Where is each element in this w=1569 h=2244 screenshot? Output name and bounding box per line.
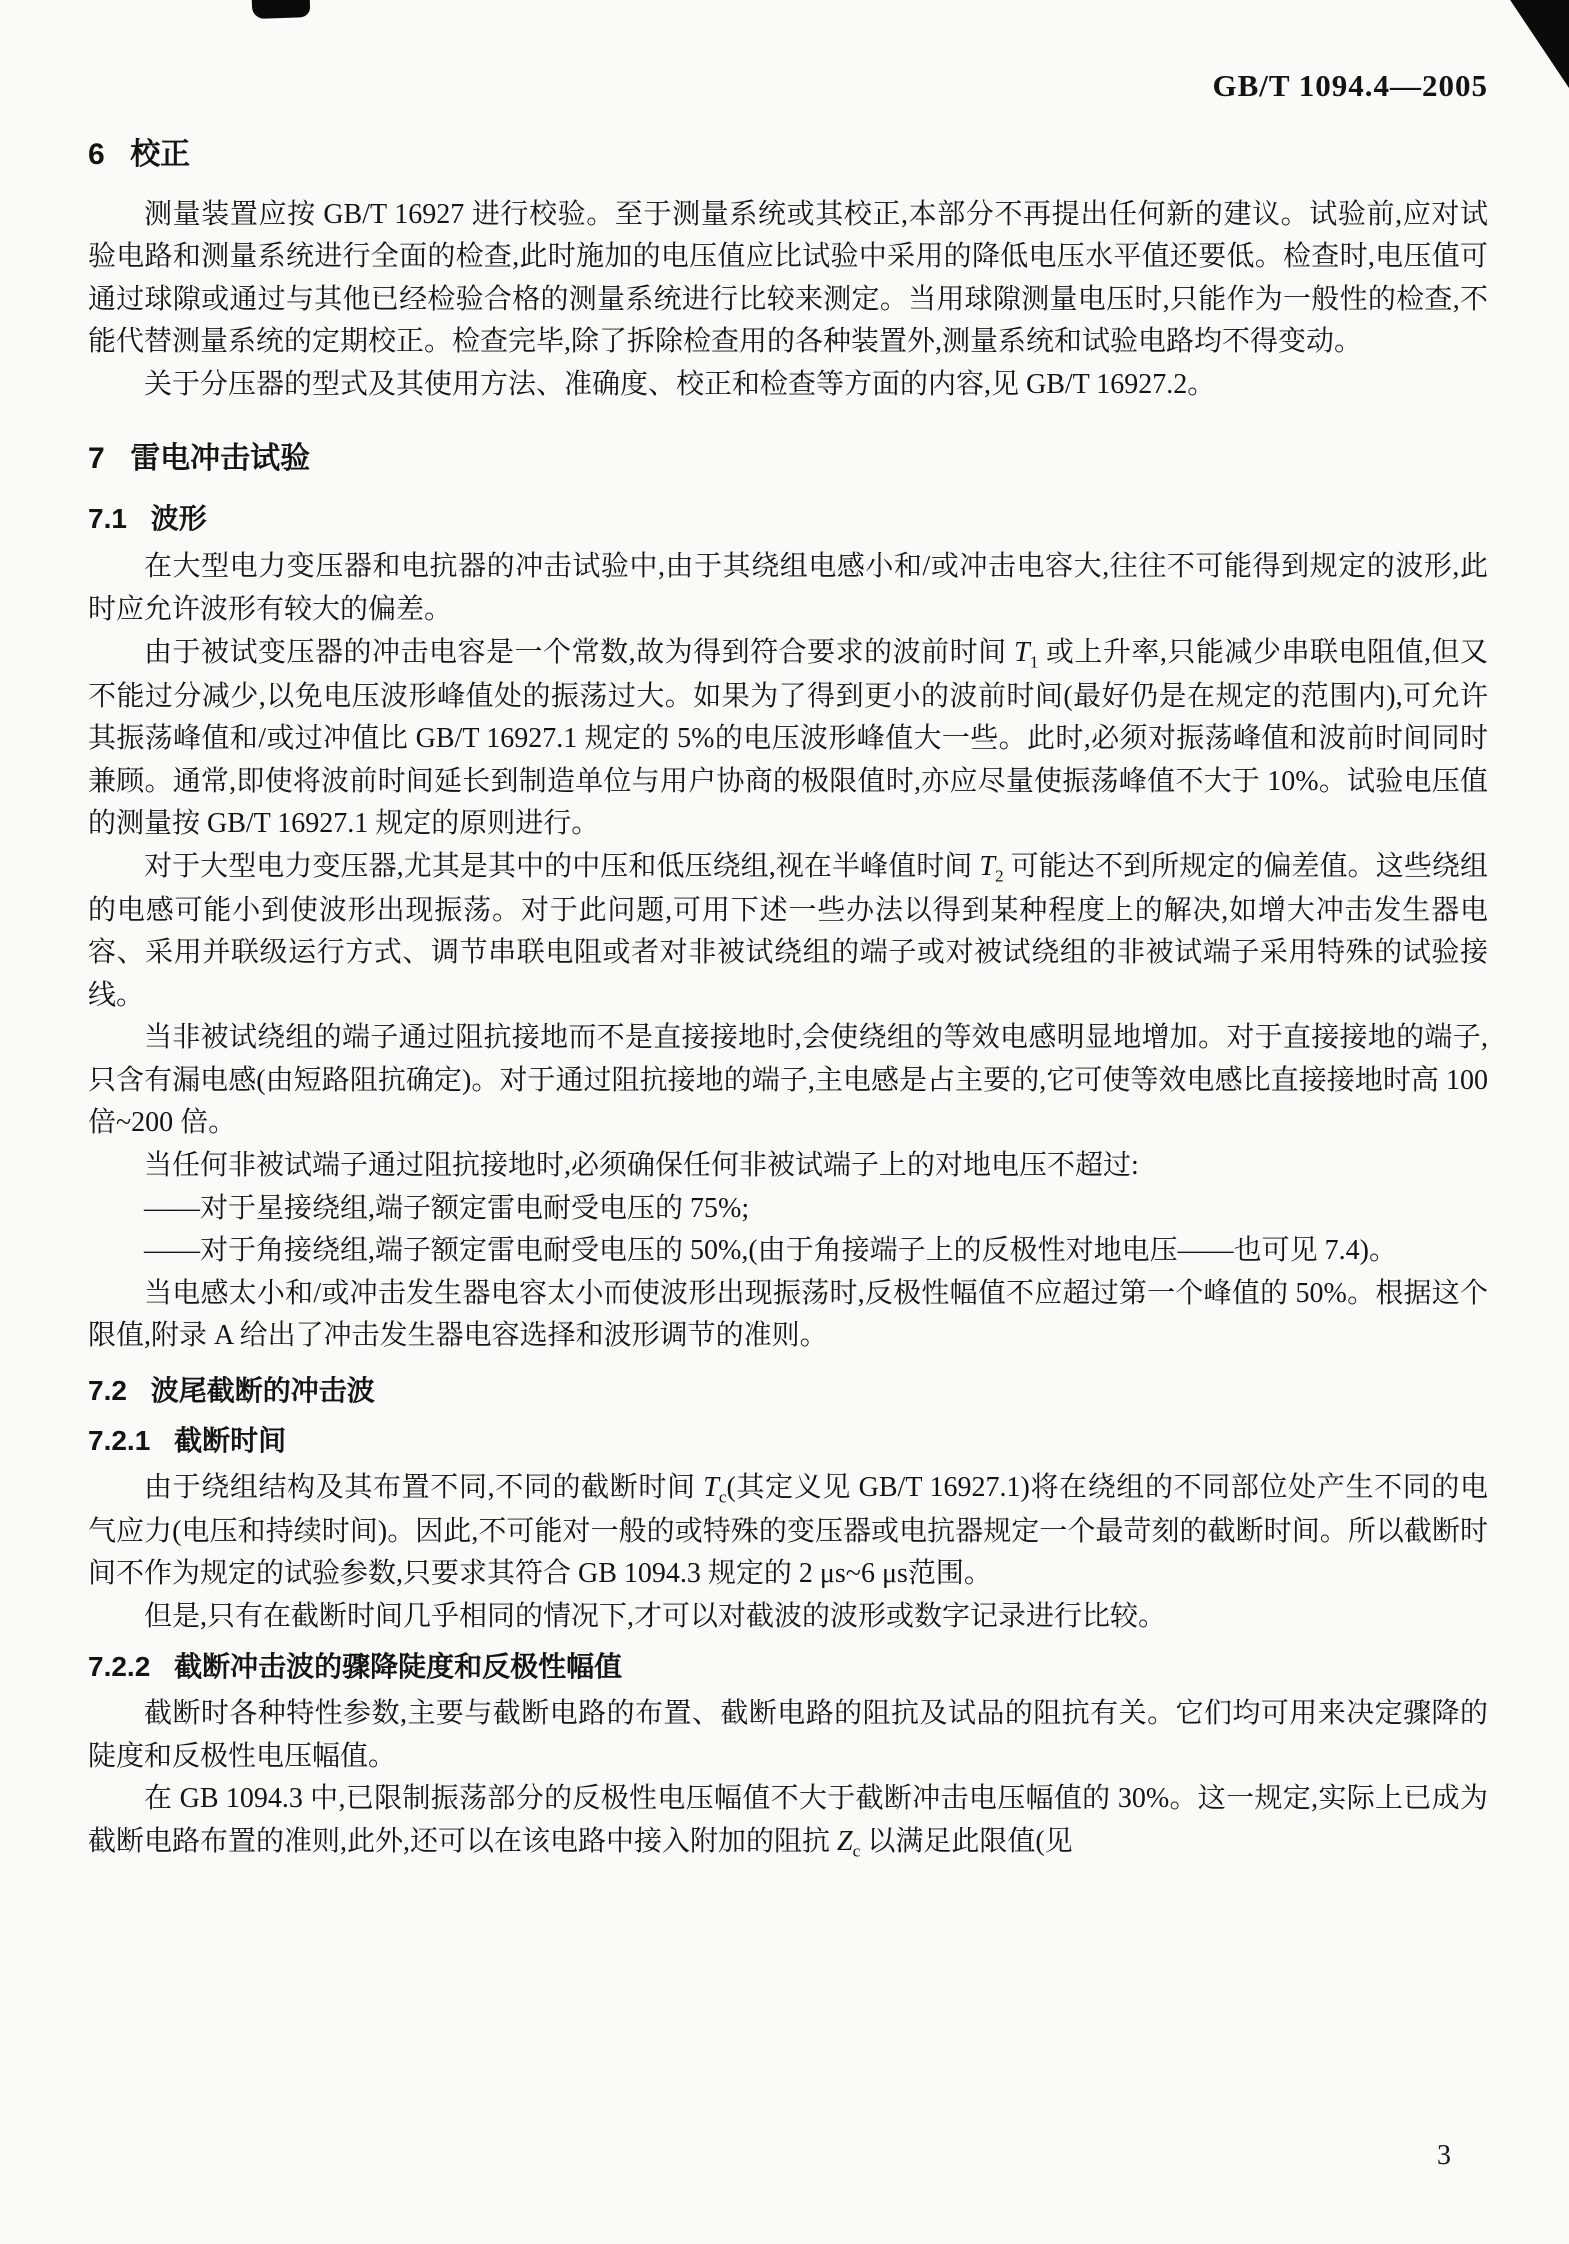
- subsection-heading-7-2-1: [88, 1420, 1488, 1463]
- paragraph: 当电感太小和/或冲击发生器电容太小而使波形出现振荡时,反极性幅值不应超过第一个峰值的 50%。根据这个限值,附录 A 给出了冲击发生器电容选择和波形调节的准则。: [88, 1277, 1488, 1352]
- variable-subscript: c: [718, 1487, 727, 1507]
- section-heading-6: [88, 132, 1488, 178]
- heading-title: 截断冲击波的骤降陡度和反极性幅值: [174, 1651, 623, 1683]
- variable-symbol: T: [979, 850, 995, 882]
- paragraph-text: 由于绕组结构及其布置不同,不同的截断时间: [144, 1471, 704, 1503]
- heading-title: 波尾截断的冲击波: [150, 1374, 375, 1406]
- scan-smudge-top-left: [252, 0, 311, 19]
- paragraph: 当非被试绕组的端子通过阻抗接地而不是直接接地时,会使绕组的等效电感明显地增加。对于直接接地的端子,只含有漏电感(由短路阻抗确定)。对于通过阻抗接地的端子,主电感是占主要的,它可使等效电感比直接接地时高 100 倍~200 倍。: [88, 1022, 1488, 1139]
- paragraph: [88, 846, 1488, 1018]
- dash-list-item: ——对于星接绕组,端子额定雷电耐受电压的 75%;: [144, 1192, 750, 1224]
- variable-subscript: 2: [995, 866, 1004, 886]
- heading-number: 7: [88, 442, 105, 476]
- heading-number: 6: [88, 138, 105, 171]
- standard-number: GB/T 1094.4—2005: [1212, 68, 1488, 103]
- section-heading-7: [88, 436, 1488, 482]
- paragraph-text: (其定义见 GB/T 16927.1)将在绕组的不同部位处产生不同的电气应力(电压和持续时间)。因此,不可能对一般的或特殊的变压器或电抗器规定一个最苛刻的截断时间。所以截断时间不作为规定的试验参数,只要求其符合 GB 1094.3 规定的 2 μs~6 μs范围。: [88, 1471, 1488, 1590]
- heading-title: 校正: [130, 138, 191, 171]
- subsection-heading-7-2: [88, 1370, 1488, 1413]
- heading-number: 7.2: [88, 1374, 127, 1406]
- paragraph-text: 或上升率,只能减少串联电阻值,但又不能过分减少,以免电压波形峰值处的振荡过大。如果为了得到更小的波前时间(最好仍是在规定的范围内),可允许其振荡峰值和/或过冲值比 GB/T 16927.1 规定的 5%的电压波形峰值大一些。此时,必须对振荡峰值和波前时间同时兼顾。通常,即使将波前时间延长到制造单位与用户协商的极限值时,亦应尽量使振荡峰值不大于 10%。试验电压值的测量按 GB/T 16927.1 规定的原则进行。: [88, 636, 1488, 840]
- paragraph: 但是,只有在截断时间几乎相同的情况下,才可以对截波的波形或数字记录进行比较。: [144, 1600, 1167, 1632]
- paragraph: [88, 632, 1488, 846]
- paragraph: [88, 1778, 1488, 1865]
- paragraph-text: 由于被试变压器的冲击电容是一个常数,故为得到符合要求的波前时间: [144, 636, 1015, 668]
- variable-subscript: c: [852, 1841, 861, 1861]
- heading-title: 波形: [150, 502, 207, 534]
- variable-symbol: T: [703, 1471, 719, 1503]
- heading-number: 7.1: [88, 502, 127, 534]
- paragraph: 关于分压器的型式及其使用方法、准确度、校正和检查等方面的内容,见 GB/T 16927.2。: [144, 368, 1216, 400]
- paragraph: 测量装置应按 GB/T 16927 进行校验。至于测量系统或其校正,本部分不再提出任何新的建议。试验前,应对试验电路和测量系统进行全面的检查,此时施加的电压值应比试验中采用的降低电压水平值还要低。检查时,电压值可通过球隙或通过与其他已经检验合格的测量系统进行比较来测定。当用球隙测量电压时,只能作为一般性的检查,不能代替测量系统的定期校正。检查完毕,除了拆除检查用的各种装置外,测量系统和试验电路均不得变动。: [88, 198, 1488, 358]
- heading-number: 7.2.2: [88, 1651, 151, 1683]
- dash-list-item: ——对于角接绕组,端子额定雷电耐受电压的 50%,(由于角接端子上的反极性对地电压——也可见 7.4)。: [144, 1235, 1397, 1267]
- variable-symbol: T: [1014, 636, 1030, 668]
- paragraph: 在大型电力变压器和电抗器的冲击试验中,由于其绕组电感小和/或冲击电容大,往往不可能得到规定的波形,此时应允许波形有较大的偏差。: [88, 551, 1488, 626]
- subsection-heading-7-2-2: [88, 1646, 1488, 1689]
- heading-title: 雷电冲击试验: [130, 442, 311, 476]
- page-footer: [1437, 2140, 1451, 2172]
- paragraph-text: 以满足此限值(见: [860, 1825, 1073, 1857]
- heading-number: 7.2.1: [88, 1425, 151, 1457]
- paragraph-text: 在 GB 1094.3 中,已限制振荡部分的反极性电压幅值不大于截断冲击电压幅值的 30%。这一规定,实际上已成为截断电路布置的准则,此外,还可以在该电路中接入附加的阻抗: [88, 1783, 1488, 1857]
- scan-corner-top-right: [1505, 0, 1569, 88]
- subsection-heading-7-1: [88, 498, 1488, 541]
- paragraph-text: 可能达不到所规定的偏差值。这些绕组的电感可能小到使波形出现振荡。对于此问题,可用下述一些办法以得到某种程度上的解决,如增大冲击发生器电容、采用并联级运行方式、调节串联电阻或者对非被试绕组的端子或对被试绕组的非被试端子采用特殊的试验接线。: [88, 850, 1488, 1011]
- page-number: 3: [1437, 2140, 1451, 2171]
- paragraph: 截断时各种特性参数,主要与截断电路的布置、截断电路的阻抗及试品的阻抗有关。它们均可用来决定骤降的陡度和反极性电压幅值。: [88, 1697, 1488, 1772]
- paragraph-text: 对于大型电力变压器,尤其是其中的中压和低压绕组,视在半峰值时间: [144, 850, 980, 882]
- document-header: [88, 68, 1488, 104]
- heading-title: 截断时间: [174, 1425, 287, 1457]
- variable-symbol: Z: [837, 1825, 853, 1857]
- paragraph: 当任何非被试端子通过阻抗接地时,必须确保任何非被试端子上的对地电压不超过:: [144, 1149, 1139, 1181]
- document-body: [88, 132, 1488, 1865]
- variable-subscript: 1: [1029, 652, 1039, 672]
- paragraph: [88, 1467, 1488, 1596]
